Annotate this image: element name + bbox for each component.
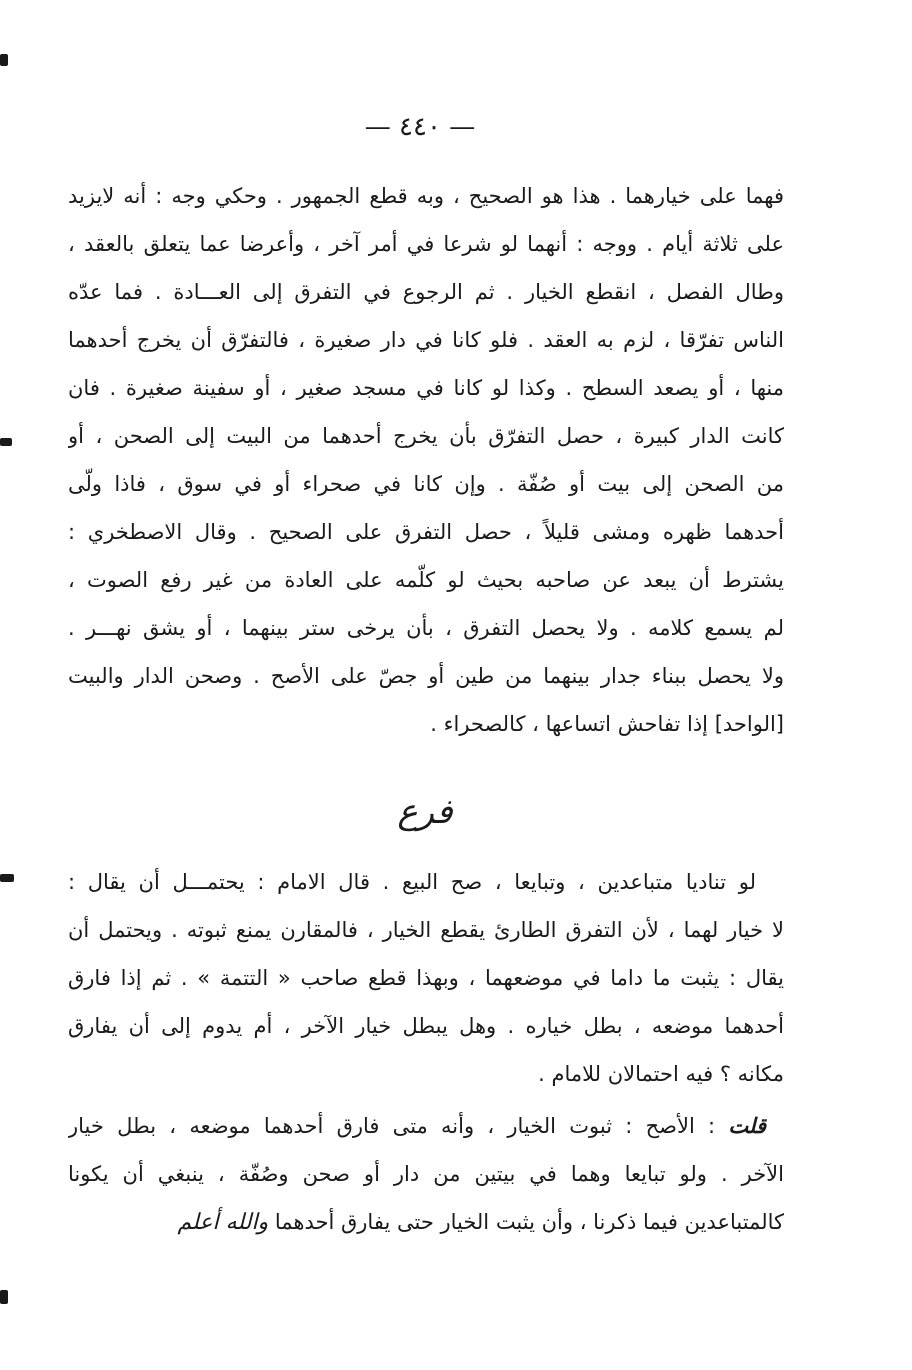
text-line: أحدهما موضعه ، بطل خياره . وهل يبطل خيار الآخر ، أم يدوم إلى أن يفارق bbox=[68, 1014, 784, 1038]
right-edge-mark-lower bbox=[0, 874, 14, 882]
text-segment: : الأصح : ثبوت الخيار ، وأنه متى فارق أحدهما موضعه ، بطل خيار bbox=[68, 1114, 716, 1138]
qult-lead-word: قلت bbox=[728, 1113, 766, 1138]
text-line: على ثلاثة أيام . ووجه : أنهما لو شرعا في أمر آخر ، وأعرضا عما يتعلق بالعقد ، bbox=[68, 232, 784, 256]
paragraph-2 bbox=[68, 858, 784, 1098]
paragraph-1 bbox=[68, 172, 784, 748]
page-number: — ٤٤٠ — bbox=[364, 112, 476, 142]
section-heading: فرع bbox=[397, 792, 453, 832]
text-line: فهما على خيارهما . هذا هو الصحيح ، وبه قطع الجمهور . وحكي وجه : أنه لايزيد bbox=[68, 184, 784, 208]
text-line bbox=[68, 1102, 784, 1150]
text-line: يقال : يثبت ما داما في موضعهما ، وبهذا قطع صاحب « التتمة » . ثم إذا فارق bbox=[68, 966, 784, 990]
text-line: كانت الدار كبيرة ، حصل التفرّق بأن يخرج أحدهما من البيت إلى الصحن ، أو bbox=[68, 424, 784, 448]
text-line: أحدهما ظهره ومشى قليلاً ، حصل التفرق على الصحيح . وقال الاصطخري : bbox=[68, 520, 784, 544]
text-line: لو تناديا متباعدين ، وتبايعا ، صح البيع . قال الامام : يحتمـــل أن يقال : bbox=[68, 870, 756, 894]
text-segment: كالمتباعدين فيما ذكرنا ، وأن يثبت الخيار حتى يفارق أحدهما bbox=[274, 1210, 784, 1234]
text-line: يشترط أن يبعد عن صاحبه بحيث لو كلّمه على العادة من غير رفع الصوت ، bbox=[68, 568, 784, 592]
text-line: لم يسمع كلامه . ولا يحصل التفرق ، بأن يرخى ستر بينهما ، أو يشق نهـــر . bbox=[68, 616, 784, 640]
text-line: لا خيار لهما ، لأن التفرق الطارئ يقطع الخيار ، فالمقارن يمنع ثبوته . ويحتمل أن bbox=[68, 918, 784, 942]
text-line: من الصحن إلى بيت أو صُفّة . وإن كانا في صحراء أو في سوق ، فاذا ولّى bbox=[68, 472, 784, 496]
right-edge-mark-middle bbox=[0, 438, 12, 446]
text-line: الآخر . ولو تبايعا وهما في بيتين من دار أو صحن وصُفّة ، ينبغي أن يكونا bbox=[68, 1162, 784, 1186]
text-line: الناس تفرّقا ، لزم به العقد . فلو كانا في دار صغيرة ، فالتفرّق أن يخرج أحدهما bbox=[68, 328, 784, 352]
text-line: منها ، أو يصعد السطح . وكذا لو كانا في مسجد صغير ، أو سفينة صغيرة . فان bbox=[68, 376, 784, 400]
text-line: ولا يحصل ببناء جدار بينهما من طين أو جصّ على الأصح . وصحن الدار والبيت bbox=[68, 664, 784, 688]
closing-phrase: والله أعلم bbox=[177, 1210, 269, 1235]
paragraph-3 bbox=[68, 1102, 784, 1246]
text-line: [الواحد] إذا تفاحش اتساعها ، كالصحراء . bbox=[430, 712, 784, 736]
text-line bbox=[68, 1198, 784, 1246]
text-line: وطال الفصل ، انقطع الخيار . ثم الرجوع في التفرق إلى العـــادة . فما عدّه bbox=[68, 280, 784, 304]
left-edge-mark-bottom bbox=[0, 1290, 8, 1304]
left-edge-mark-top bbox=[0, 54, 8, 66]
text-line: مكانه ؟ فيه احتمالان للامام . bbox=[538, 1062, 784, 1086]
